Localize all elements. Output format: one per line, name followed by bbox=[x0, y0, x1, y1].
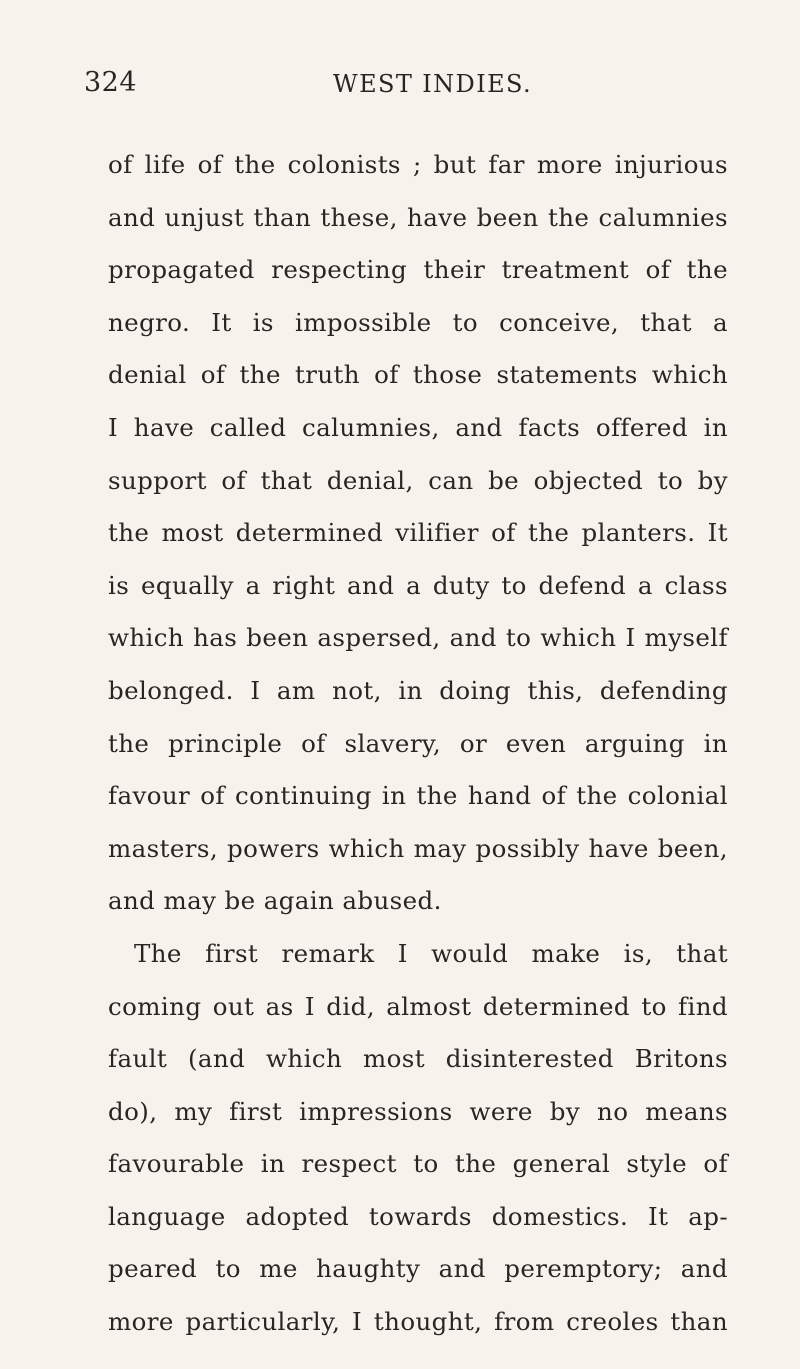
text-line: belonged. I am not, in doing this, defending bbox=[108, 675, 728, 705]
page-number: 324 bbox=[84, 67, 138, 98]
text-line: more particularly, I thought, from creoles than bbox=[108, 1307, 728, 1337]
body-text bbox=[108, 139, 728, 1349]
text-line: coming out as I did, almost determined to find bbox=[108, 991, 728, 1021]
text-line: and unjust than these, have been the calumnies bbox=[108, 202, 728, 232]
text-line: favour of continuing in the hand of the colonial bbox=[108, 781, 728, 811]
paragraph-start-line: The first remark I would make is, that bbox=[134, 938, 728, 968]
text-line: masters, powers which may possibly have been, bbox=[108, 833, 728, 863]
text-line: is equally a right and a duty to defend a class bbox=[108, 570, 728, 600]
text-line: support of that denial, can be objected to by bbox=[108, 465, 728, 495]
text-line: negro. It is impossible to conceive, that a bbox=[108, 307, 728, 337]
text-line: do), my first impressions were by no means bbox=[108, 1096, 728, 1126]
text-line: propagated respecting their treatment of the bbox=[108, 255, 728, 285]
text-line: the most determined vilifier of the planters. It bbox=[108, 518, 728, 548]
text-line: peared to me haughty and peremptory; and bbox=[108, 1254, 728, 1284]
text-line: favourable in respect to the general style of bbox=[108, 1149, 728, 1179]
text-line: I have called calumnies, and facts offered in bbox=[108, 412, 728, 442]
text-line: the principle of slavery, or even arguing in bbox=[108, 728, 728, 758]
text-line: denial of the truth of those statements which bbox=[108, 360, 728, 390]
text-line: of life of the colonists ; but far more injurious bbox=[108, 150, 728, 179]
running-head: WEST INDIES. bbox=[333, 70, 533, 98]
paragraph-end-line: and may be again abused. bbox=[108, 886, 442, 916]
text-line: which has been aspersed, and to which I myself bbox=[108, 623, 728, 653]
text-line: fault (and which most disinterested Britons bbox=[108, 1044, 728, 1074]
text-line: language adopted towards domestics. It ap- bbox=[108, 1201, 728, 1231]
